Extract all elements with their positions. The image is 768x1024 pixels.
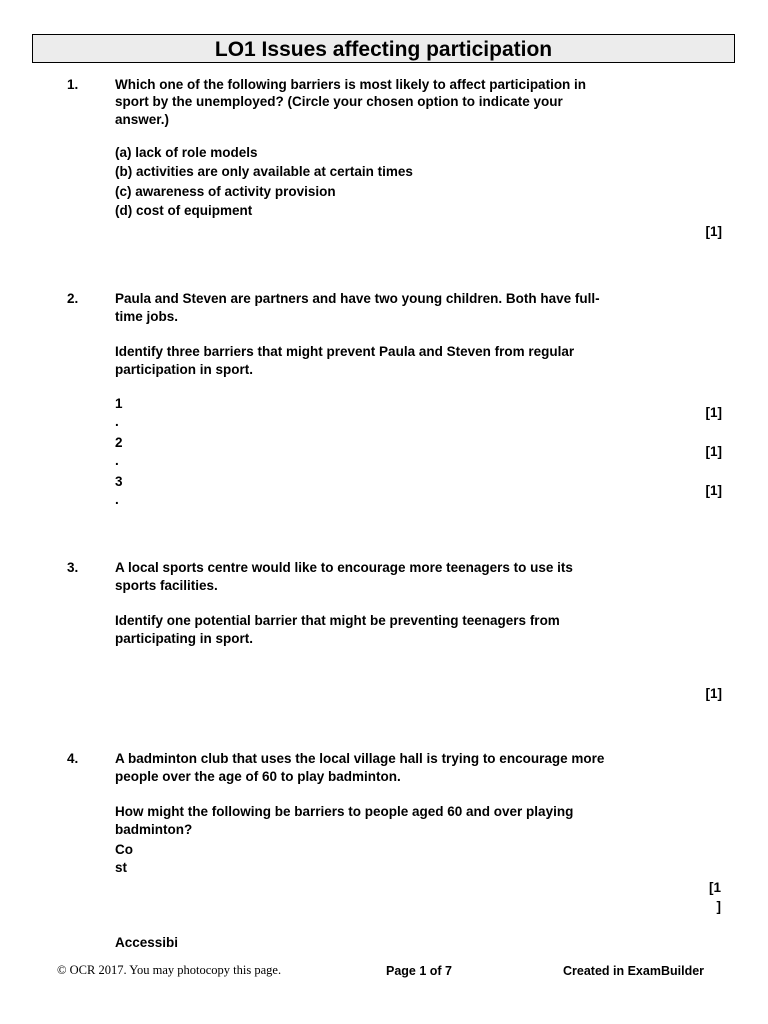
- footer-page-number: Page 1 of 7: [386, 964, 452, 978]
- answer-dot: .: [115, 414, 119, 429]
- question-text: Which one of the following barriers is most likely to affect participation in: [115, 77, 587, 92]
- question-prompt: participation in sport.: [115, 362, 254, 377]
- mark-label: [1]: [705, 224, 722, 239]
- question-number: 1.: [67, 77, 79, 92]
- question-prompt: How might the following be barriers to people aged 60 and over playing: [115, 804, 574, 819]
- question-text: answer.): [115, 112, 170, 127]
- question-prompt: Identify three barriers that might prevent Paula and Steven from regular: [115, 344, 575, 359]
- question-number: 3.: [67, 560, 79, 575]
- question-text: time jobs.: [115, 309, 179, 324]
- question-text: people over the age of 60 to play badminton.: [115, 769, 401, 784]
- question-number: 2.: [67, 291, 79, 306]
- accessibility-label: Accessibi: [115, 935, 179, 950]
- answer-dot: .: [115, 492, 119, 507]
- mark-label: [1]: [705, 686, 722, 701]
- answer-number: 3: [115, 474, 123, 489]
- mark-label: [1: [708, 880, 721, 895]
- option-c[interactable]: (c) awareness of activity provision: [115, 184, 336, 199]
- question-text: Paula and Steven are partners and have two young children. Both have full-: [115, 291, 600, 306]
- option-b[interactable]: (b) activities are only available at certain times: [115, 164, 413, 179]
- question-prompt: participating in sport.: [115, 631, 254, 646]
- question-prompt: Identify one potential barrier that might be preventing teenagers from: [115, 613, 560, 628]
- page-title: LO1 Issues affecting participation: [32, 34, 735, 63]
- mark-label: [1]: [705, 444, 722, 459]
- cost-label: st: [115, 860, 128, 875]
- question-prompt: badminton?: [115, 822, 193, 837]
- question-text: sport by the unemployed? (Circle your chosen option to indicate your: [115, 94, 563, 109]
- cost-label: Co: [115, 842, 133, 857]
- option-a[interactable]: (a) lack of role models: [115, 145, 258, 160]
- answer-dot: .: [115, 453, 119, 468]
- mark-label: [1]: [705, 483, 722, 498]
- question-number: 4.: [67, 751, 79, 766]
- question-text: A local sports centre would like to encourage more teenagers to use its: [115, 560, 573, 575]
- mark-label: ]: [716, 899, 721, 914]
- footer-copyright: © OCR 2017. You may photocopy this page.: [57, 963, 282, 977]
- footer-created: Created in ExamBuilder: [563, 964, 705, 978]
- answer-number: 2: [115, 435, 123, 450]
- question-text: sports facilities.: [115, 578, 218, 593]
- answer-number: 1: [115, 396, 123, 411]
- option-d[interactable]: (d) cost of equipment: [115, 203, 253, 218]
- question-text: A badminton club that uses the local village hall is trying to encourage more: [115, 751, 605, 766]
- mark-label: [1]: [705, 405, 722, 420]
